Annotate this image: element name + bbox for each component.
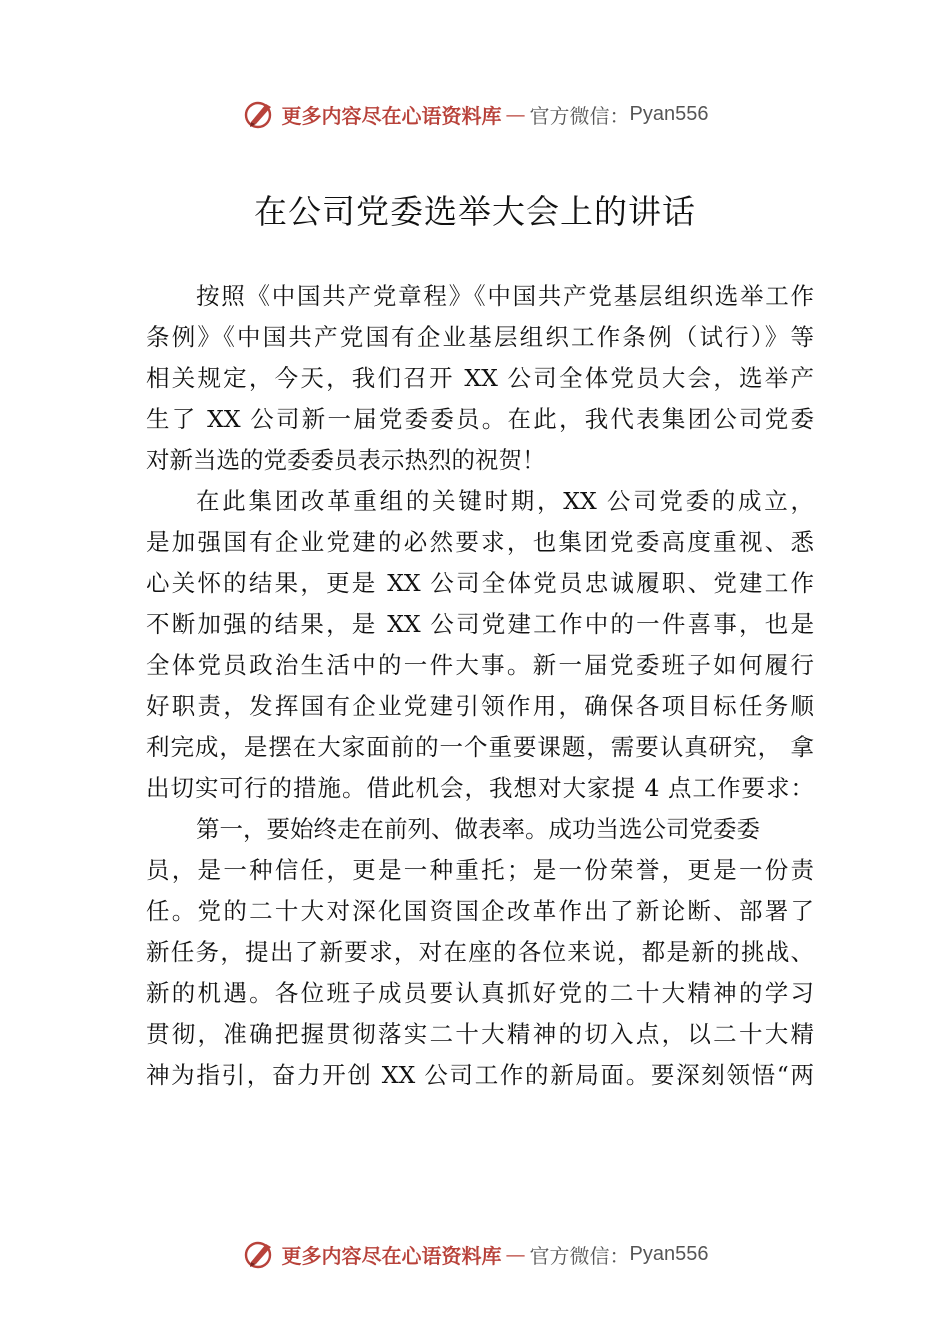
text-line: 神为指引，奋力开创 XX 公司工作的新局面。要深刻领悟“两 bbox=[146, 1061, 814, 1089]
footer-banner-text: 更多内容尽在心语资料库 bbox=[281, 1243, 502, 1268]
document-title: 在公司党委选举大会上的讲话 bbox=[254, 192, 696, 231]
text-line: 是加强国有企业党建的必然要求，也集团党委高度重视、悉 bbox=[146, 528, 814, 556]
footer-wechat-id: Pyan556 bbox=[629, 1242, 709, 1265]
header-wechat-label: 官方微信： bbox=[529, 103, 630, 128]
text-line: 利完成，是摆在大家面前的一个重要课题，需要认真研究， 拿 bbox=[146, 733, 814, 761]
text-line: 出切实可行的措施。借此机会，我想对大家提 4 点工作要求： bbox=[146, 774, 814, 802]
text-line: 在此集团改革重组的关键时期，XX 公司党委的成立， bbox=[196, 487, 814, 515]
text-line: 新的机遇。各位班子成员要认真抓好党的二十大精神的学习 bbox=[146, 979, 814, 1007]
text-line: 全体党员政治生活中的一件大事。新一届党委班子如何履行 bbox=[146, 651, 814, 679]
text-line: 按照《中国共产党章程》《中国共产党基层组织选举工作 bbox=[196, 282, 814, 310]
footer-wechat-label: 官方微信： bbox=[529, 1243, 630, 1268]
text-line: 心关怀的结果，更是 XX 公司全体党员忠诚履职、党建工作 bbox=[146, 569, 814, 597]
text-line: 新任务，提出了新要求，对在座的各位来说，都是新的挑战、 bbox=[146, 938, 814, 966]
text-line: 好职责，发挥国有企业党建引领作用，确保各项目标任务顺 bbox=[146, 692, 814, 720]
text-line: 相关规定，今天，我们召开 XX 公司全体党员大会，选举产 bbox=[146, 364, 814, 392]
text-line: 贯彻，准确把握贯彻落实二十大精神的切入点，以二十大精 bbox=[146, 1020, 814, 1048]
text-line: 第一，要始终走在前列、做表率。成功当选公司党委委 bbox=[196, 815, 760, 843]
pen-logo-icon bbox=[242, 1236, 278, 1272]
footer-banner bbox=[0, 1232, 950, 1276]
text-line: 生了 XX 公司新一届党委委员。在此，我代表集团公司党委 bbox=[146, 405, 814, 433]
text-line: 员，是一种信任，更是一种重托；是一份荣誉，更是一份责 bbox=[146, 856, 814, 884]
text-line: 不断加强的结果，是 XX 公司党建工作中的一件喜事，也是 bbox=[146, 610, 814, 638]
footer-banner-inner bbox=[242, 1236, 709, 1272]
header-banner-text: 更多内容尽在心语资料库 bbox=[281, 103, 502, 128]
pen-logo-icon bbox=[242, 96, 278, 132]
header-banner-inner bbox=[242, 96, 709, 132]
text-line: 对新当选的党委委员表示热烈的祝贺！ bbox=[146, 446, 546, 474]
footer-banner-dash: — bbox=[505, 1242, 526, 1266]
text-line: 任。党的二十大对深化国资国企改革作出了新论断、部署了 bbox=[146, 897, 814, 925]
header-wechat-id: Pyan556 bbox=[629, 102, 709, 125]
header-banner-dash: — bbox=[505, 102, 526, 126]
text-line: 条例》《中国共产党国有企业基层组织工作条例（试行）》等 bbox=[146, 323, 814, 351]
header-banner bbox=[0, 92, 950, 136]
document-body bbox=[146, 276, 814, 1096]
